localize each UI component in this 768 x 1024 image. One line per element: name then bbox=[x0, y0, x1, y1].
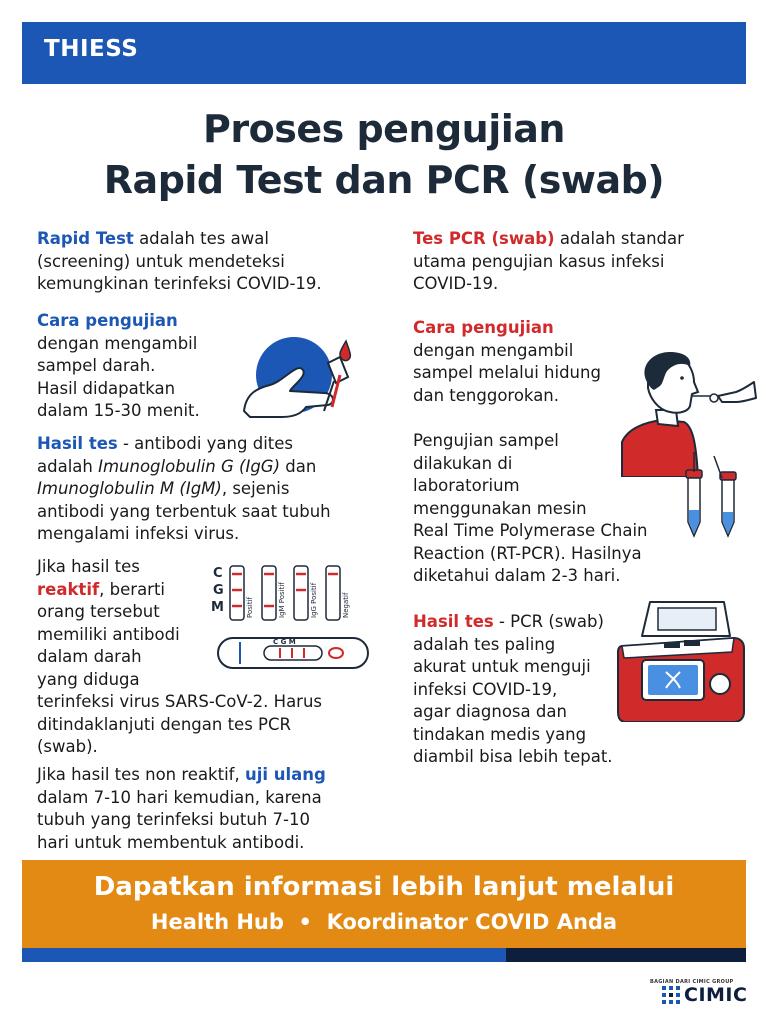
strip-negative bbox=[326, 566, 350, 620]
result-term: Hasil tes bbox=[37, 434, 118, 453]
text: COVID-19. bbox=[413, 274, 499, 293]
text: sampel darah. bbox=[37, 356, 156, 375]
text: Hasil didapatkan bbox=[37, 378, 176, 398]
text: , sejenis bbox=[221, 479, 290, 498]
rapid-test-strips-icon bbox=[208, 562, 378, 674]
footer-heading: Dapatkan informasi lebih lanjut melalui bbox=[93, 872, 675, 902]
rapid-test-term: Rapid Test bbox=[37, 229, 134, 248]
text: akurat untuk menguji bbox=[413, 657, 591, 676]
retest-term: uji ulang bbox=[244, 765, 326, 784]
text: dalam darah bbox=[37, 647, 142, 666]
text: tindakan medis yang bbox=[413, 724, 587, 744]
method-heading: Cara pengujian bbox=[37, 311, 178, 330]
text: orang tersebut bbox=[37, 602, 160, 621]
strip-letter-g: G bbox=[213, 583, 224, 598]
strip-label: Positif bbox=[246, 597, 254, 618]
pcr-tube bbox=[714, 456, 736, 536]
cimic-name: CIMIC bbox=[684, 984, 748, 1006]
text: Jika hasil tes non reaktif, bbox=[37, 765, 245, 784]
text: adalah bbox=[37, 456, 99, 476]
rapid-test-method bbox=[37, 310, 200, 423]
text: infeksi COVID-19, bbox=[413, 679, 558, 699]
title-line-2: Rapid Test dan PCR (swab) bbox=[103, 158, 665, 202]
text: diambil bisa lebih tepat. bbox=[413, 747, 613, 766]
result-term: Hasil tes bbox=[413, 612, 494, 631]
text: adalah tes awal bbox=[133, 229, 269, 248]
text: kemungkinan terinfeksi COVID-19. bbox=[37, 274, 322, 293]
text: antibodi yang terbentuk saat tubuh bbox=[37, 501, 331, 521]
text: hari untuk membentuk antibodi. bbox=[37, 832, 305, 852]
text: , berarti bbox=[99, 579, 166, 599]
reactive-term: reaktif bbox=[37, 579, 100, 599]
text: dilakukan di bbox=[413, 453, 513, 473]
pcr-intro bbox=[413, 228, 684, 296]
strip-letter-m: M bbox=[211, 600, 224, 615]
text: laboratorium bbox=[413, 476, 520, 495]
pcr-machine-icon bbox=[614, 600, 748, 722]
title-line-1: Proses pengujian bbox=[203, 107, 565, 151]
non-reactive-result bbox=[37, 764, 326, 854]
text: (swab). bbox=[37, 737, 98, 756]
text: dalam 15-30 menit. bbox=[37, 401, 200, 420]
rapid-test-intro bbox=[37, 228, 322, 296]
pcr-lab bbox=[413, 430, 648, 588]
footer-stripe-dark bbox=[506, 948, 746, 962]
text: (screening) untuk mendeteksi bbox=[37, 251, 285, 271]
igg-term: Imunoglobulin G (IgG) bbox=[98, 456, 281, 476]
pcr-tubes-icon bbox=[684, 452, 744, 540]
text: yang diduga bbox=[37, 669, 140, 689]
text: adalah tes paling bbox=[413, 634, 556, 654]
strip-label: IgM Positif bbox=[278, 582, 286, 618]
text: dalam 7-10 hari kemudian, karena bbox=[37, 787, 322, 807]
strip-positive bbox=[230, 566, 254, 620]
igm-term: Imunoglobulin M (IgM) bbox=[37, 479, 222, 498]
text: memiliki antibodi bbox=[37, 624, 180, 644]
method-heading: Cara pengujian bbox=[413, 318, 554, 337]
strip-label: IgG Positif bbox=[310, 582, 318, 618]
footer-cta bbox=[22, 860, 746, 948]
text: terinfeksi virus SARS-CoV-2. Harus bbox=[37, 692, 323, 711]
text: dengan mengambil bbox=[37, 333, 198, 353]
text: dan bbox=[280, 456, 317, 476]
text: Real Time Polymerase Chain bbox=[413, 521, 648, 540]
footer-stripe-blue bbox=[22, 948, 506, 962]
test-cassette bbox=[218, 638, 368, 668]
text: tubuh yang terinfeksi butuh 7-10 bbox=[37, 810, 311, 829]
text: menggunakan mesin bbox=[413, 498, 587, 518]
text: utama pengujian kasus infeksi bbox=[413, 251, 665, 271]
text: dengan mengambil bbox=[413, 340, 574, 360]
thiess-logo: THIESS bbox=[44, 36, 139, 62]
cimic-tagline: BAGIAN DARI CIMIC GROUP bbox=[650, 979, 734, 985]
rapid-test-result bbox=[37, 433, 331, 546]
strip-letter-c: C bbox=[213, 566, 223, 581]
pcr-tube bbox=[686, 452, 702, 536]
text: - antibodi yang dites bbox=[117, 434, 293, 453]
footer-contacts: Health Hub • Koordinator COVID Anda bbox=[150, 910, 618, 934]
text: Jika hasil tes bbox=[37, 557, 140, 576]
text: diketahui dalam 2-3 hari. bbox=[413, 566, 621, 585]
pcr-result bbox=[413, 611, 613, 769]
cimic-logo-icon bbox=[662, 986, 680, 1004]
strip-igg-positive bbox=[294, 566, 318, 620]
text: agar diagnosa dan bbox=[413, 702, 567, 721]
text: mengalami infeksi virus. bbox=[37, 524, 240, 543]
hand-blood-test-icon bbox=[236, 333, 366, 423]
text: Pengujian sampel bbox=[413, 431, 559, 450]
text: ditindaklanjuti dengan tes PCR bbox=[37, 714, 291, 734]
text: adalah standar bbox=[554, 229, 684, 248]
cimic-logo bbox=[662, 984, 747, 1006]
text: - PCR (swab) bbox=[493, 612, 604, 631]
page-title bbox=[0, 104, 768, 206]
text: dan tenggorokan. bbox=[413, 385, 560, 405]
text: Reaction (RT-PCR). Hasilnya bbox=[413, 543, 642, 563]
text: sampel melalui hidung bbox=[413, 363, 601, 382]
pcr-method bbox=[413, 317, 601, 407]
pcr-term: Tes PCR (swab) bbox=[413, 229, 555, 248]
cassette-letters: C G M bbox=[273, 638, 296, 646]
header-bar bbox=[22, 22, 746, 84]
strip-igm-positive bbox=[262, 566, 286, 620]
strip-label: Negatif bbox=[342, 592, 350, 618]
